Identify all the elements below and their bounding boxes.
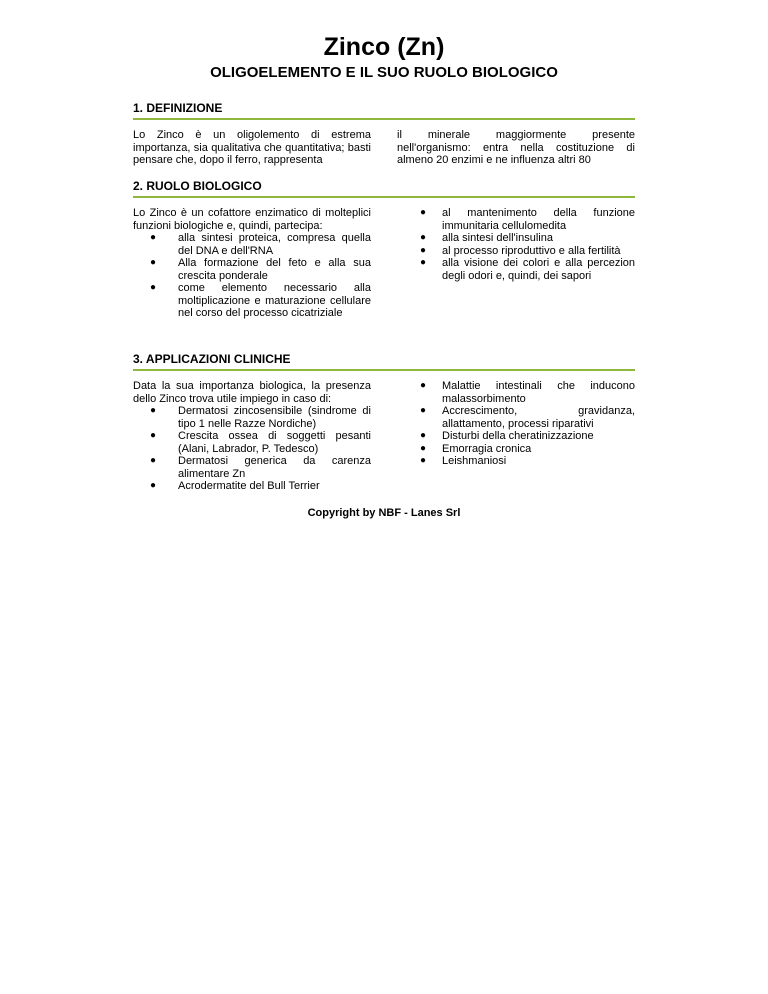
bullet-icon: ● (420, 207, 427, 218)
definizione-text-part2: il minerale maggiormente presente nell'organismo: entra nella costituzione di almeno 20 enzimi e ne influenza altri 80 (397, 129, 635, 166)
page-subtitle: OLIGOELEMENTO E IL SUO RUOLO BIOLOGICO (210, 64, 558, 81)
page-title: Zinco (Zn) (323, 33, 445, 61)
list-item: ● Alla formazione del feto e alla sua crescita ponderale (150, 257, 371, 282)
bullet-icon: ● (420, 405, 427, 416)
list-item: ● Acrodermatite del Bull Terrier (150, 480, 320, 492)
applicazioni-intro: Data la sua importanza biologica, la presenza dello Zinco trova utile impiego in caso di: (133, 380, 371, 405)
section-divider (133, 118, 635, 120)
bullet-icon: ● (420, 232, 427, 243)
bullet-icon: ● (150, 455, 157, 466)
copyright-footer: Copyright by NBF - Lanes Srl (307, 507, 461, 519)
section-heading-applicazioni-cliniche: 3. APPLICAZIONI CLINICHE (133, 352, 291, 366)
ruolo-left-column (133, 207, 371, 320)
bullet-icon: ● (150, 430, 157, 441)
list-item: ● Dermatosi generica da carenza alimentare Zn (150, 455, 371, 480)
applicazioni-right-column (397, 380, 635, 468)
section-heading-definizione: 1. DEFINIZIONE (133, 101, 223, 115)
section-divider (133, 369, 635, 371)
ruolo-right-column (397, 207, 635, 282)
bullet-icon: ● (420, 442, 427, 454)
list-item: ● Crescita ossea di soggetti pesanti (Alani, Labrador, P. Tedesco) (150, 430, 371, 455)
bullet-icon: ● (420, 257, 427, 268)
bullet-icon: ● (420, 244, 427, 256)
bullet-icon: ● (150, 282, 157, 293)
list-item: ● Accrescimento, gravidanza, allattamento, processi riparativi (420, 405, 635, 430)
ruolo-intro: Lo Zinco è un cofattore enzimatico di molteplici funzioni biologiche e, quindi, partecipa: (133, 207, 371, 232)
bullet-icon: ● (150, 480, 157, 491)
list-item: ● Leishmaniosi (420, 455, 507, 467)
list-item: ● alla visione dei colori e alla percezion degli odori e, quindi, dei sapori (420, 257, 635, 282)
bullet-icon: ● (420, 430, 427, 441)
ruolo-list-right (397, 207, 635, 282)
list-item: ● Dermatosi zincosensibile (sindrome di tipo 1 nelle Razze Nordiche) (150, 405, 371, 430)
section-heading-ruolo-biologico: 2. RUOLO BIOLOGICO (133, 179, 262, 193)
bullet-icon: ● (150, 232, 157, 243)
section-divider (133, 196, 635, 198)
ruolo-list-left (133, 232, 371, 320)
applicazioni-list-left (133, 405, 371, 493)
definizione-text-part1: Lo Zinco è un oligolemento di estrema importanza, sia qualitativa che quantitativa; basti pensare che, dopo il ferro, rappresenta (133, 129, 371, 166)
applicazioni-left-column (133, 380, 371, 493)
definizione-left-column (133, 129, 371, 167)
bullet-icon: ● (150, 405, 157, 416)
list-item: ● al processo riproduttivo e alla fertilità (420, 244, 621, 257)
list-item: ● alla sintesi proteica, compresa quella del DNA e dell'RNA (150, 232, 371, 257)
bullet-icon: ● (150, 257, 157, 268)
list-item: ● Emorragia cronica (420, 442, 532, 455)
applicazioni-list-right (397, 380, 635, 468)
list-item: ● come elemento necessario alla moltiplicazione e maturazione cellulare nel corso del processo cicatriziale (150, 282, 371, 319)
list-item: ● al mantenimento della funzione immunitaria cellulomedita (420, 207, 635, 232)
list-item: ● alla sintesi dell'insulina (420, 232, 553, 244)
list-item: ● Disturbi della cheratinizzazione (420, 430, 594, 442)
definizione-right-column (397, 129, 635, 167)
list-item: ● Malattie intestinali che inducono malassorbimento (420, 380, 635, 405)
bullet-icon: ● (420, 455, 427, 466)
bullet-icon: ● (420, 380, 427, 391)
